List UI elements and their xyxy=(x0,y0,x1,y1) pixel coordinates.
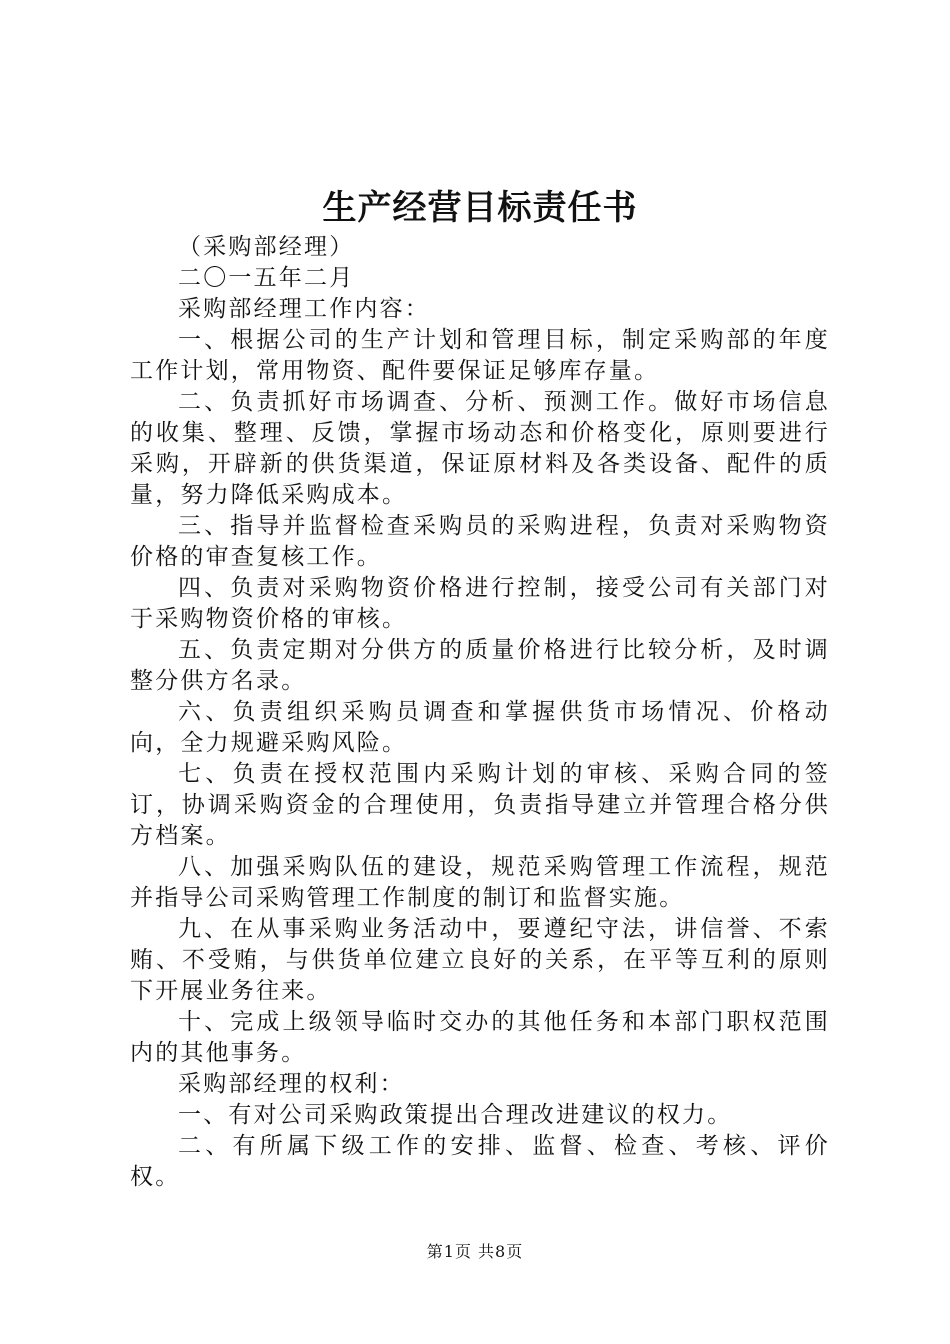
duty-paragraph: 八、加强采购队伍的建设，规范采购管理工作流程，规范并指导公司采购管理工作制度的制订和监督实施。 xyxy=(130,854,830,911)
duty-paragraph: 一、根据公司的生产计划和管理目标，制定采购部的年度工作计划，常用物资、配件要保证足够库存量。 xyxy=(130,327,830,384)
page-footer: 第1页 共8页 xyxy=(426,1242,524,1261)
right-paragraph: 一、有对公司采购政策提出合理改进建议的权力。 xyxy=(178,1102,733,1128)
document-title: 生产经营目标责任书 xyxy=(322,188,638,228)
document-page xyxy=(130,186,830,1193)
duty-paragraph: 六、负责组织采购员调查和掌握供货市场情况、价格动向，全力规避采购风险。 xyxy=(130,699,830,756)
duty-paragraph: 四、负责对采购物资价格进行控制，接受公司有关部门对于采购物资价格的审核。 xyxy=(130,575,830,632)
duty-paragraph: 七、负责在授权范围内采购计划的审核、采购合同的签订，协调采购资金的合理使用，负责指导建立并管理合格分供方档案。 xyxy=(130,761,830,849)
duty-paragraph: 九、在从事采购业务活动中，要遵纪守法，讲信誉、不索贿、不受贿，与供货单位建立良好的关系，在平等互利的原则下开展业务往来。 xyxy=(130,916,830,1004)
duty-paragraph: 十、完成上级领导临时交办的其他任务和本部门职权范围内的其他事务。 xyxy=(130,1009,830,1066)
duty-paragraph: 三、指导并监督检查采购员的采购进程，负责对采购物资价格的审查复核工作。 xyxy=(130,513,830,570)
duty-paragraph: 二、负责抓好市场调查、分析、预测工作。做好市场信息的收集、整理、反馈，掌握市场动态和价格变化，原则要进行采购，开辟新的供货渠道，保证原材料及各类设备、配件的质量，努力降低采购成本。 xyxy=(130,389,830,508)
document-subtitle: （采购部经理） xyxy=(178,234,355,260)
document-date: 二〇一五年二月 xyxy=(178,265,355,291)
right-paragraph: 二、有所属下级工作的安排、监督、检查、考核、评价权。 xyxy=(130,1133,830,1190)
duties-heading: 采购部经理工作内容： xyxy=(178,296,430,322)
rights-heading: 采购部经理的权利： xyxy=(178,1071,405,1097)
duty-paragraph: 五、负责定期对分供方的质量价格进行比较分析，及时调整分供方名录。 xyxy=(130,637,830,694)
